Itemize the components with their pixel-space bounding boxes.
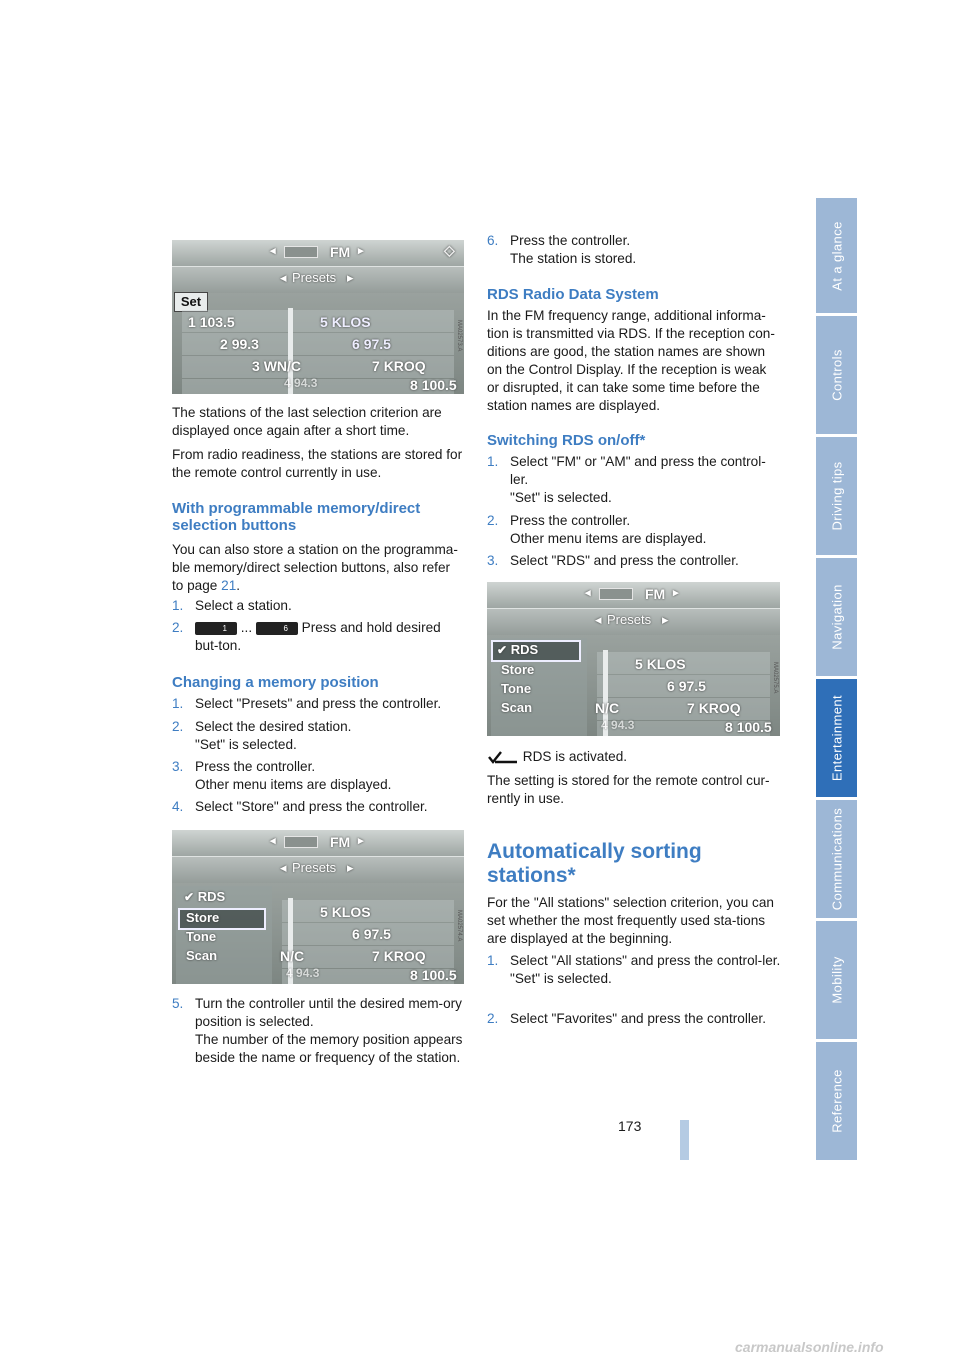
paragraph-auto-sorting: For the "All stations" selection criterion, you can set whether the most frequently used sta-tions are displayed at the beginning. <box>487 895 774 946</box>
prog-step-2: 2. 1 ... 6 Press and hold desired but-ton. <box>172 620 441 653</box>
paragraph-setting-stored: The setting is stored for the remote control cur-rently in use. <box>487 773 770 806</box>
heading-rds: RDS Radio Data System <box>487 286 659 303</box>
auto-step-2: 2. Select "Favorites" and press the controller. <box>487 1011 766 1026</box>
heading-auto-sorting: Automatically sorting stations* <box>487 840 702 887</box>
auto-step-1: 1. Select "All stations" and press the control-ler. "Set" is selected. <box>487 953 781 986</box>
band-label: FM <box>330 244 351 260</box>
tab-navigation[interactable]: Navigation <box>816 558 857 676</box>
radio-screen-rds-menu: ◂ FM ▸ ◂ Presets ▸ ✔ RDS Store Tone Scan 5 KLOS 6 97.5 N/C 7 KROQ 4 94.3 8 100.5 MA02575.A <box>487 582 780 736</box>
presets-label: Presets <box>292 270 337 285</box>
radio-screen-presets: ◂ FM ▸ ◇ ◂ Presets ▸ Set 1 103.5 5 KLOS 2 99.3 6 97.5 3 WN/C 7 KROQ 4 94.3 8 100.5 MA02573.A <box>172 240 464 394</box>
tab-entertainment[interactable]: Entertainment <box>816 679 857 797</box>
change-step-4: 4. Select "Store" and press the controller. <box>172 799 428 814</box>
switch-step-1: 1. Select "FM" or "AM" and press the control-ler. "Set" is selected. <box>487 454 766 505</box>
change-step-6: 6. Press the controller. The station is stored. <box>487 233 637 266</box>
paragraph-rds: In the FM frequency range, additional informa-tion is transmitted via RDS. If the reception con-ditions are good, the station names are shown on the Control Display. If the reception is weak or disrupted, it can take some time before the station names are displayed. <box>487 308 775 413</box>
paragraph-last-selection: The stations of the last selection criterion are displayed once again after a short time. <box>172 405 442 438</box>
footer-watermark: carmanualsonline.info <box>735 1339 884 1355</box>
memory-button-6-icon: 6 <box>256 622 298 635</box>
heading-programmable-buttons: With programmable memory/direct selection buttons <box>172 500 421 534</box>
rds-activated: RDS is activated. <box>487 748 781 766</box>
tab-communications[interactable]: Communications <box>816 800 857 918</box>
page-number: 173 <box>618 1118 642 1134</box>
change-step-5: 5. Turn the controller until the desired mem-ory position is selected. The number of the memory position appears beside the name or frequency of the station. <box>172 996 463 1065</box>
radio-screen-store-menu: ◂ FM ▸ ◂ Presets ▸ ✔ RDS Store Tone Scan 5 KLOS 6 97.5 N/C 7 KROQ 4 94.3 8 100.5 MA02574.A <box>172 830 464 984</box>
tab-reference[interactable]: Reference <box>816 1042 857 1160</box>
change-step-2: 2. Select the desired station. "Set" is selected. <box>172 719 352 752</box>
tab-controls[interactable]: Controls <box>816 316 857 434</box>
tab-mobility[interactable]: Mobility <box>816 921 857 1039</box>
prog-step-1: 1. Select a station. <box>172 598 292 613</box>
heading-changing-memory: Changing a memory position <box>172 674 379 691</box>
switch-step-2: 2. Press the controller. Other menu items are displayed. <box>487 513 707 546</box>
change-step-1: 1. Select "Presets" and press the controller. <box>172 696 442 711</box>
paragraph-radio-readiness: From radio readiness, the stations are stored for the remote control currently in use. <box>172 447 463 480</box>
switch-step-3: 3. Select "RDS" and press the controller. <box>487 553 739 568</box>
memory-button-1-icon: 1 <box>195 622 237 635</box>
set-label: Set <box>174 292 208 312</box>
paragraph-programmable: You can also store a station on the programma-ble memory/direct selection buttons, also refer to page 21. <box>172 542 458 593</box>
page-link[interactable]: 21 <box>221 578 237 593</box>
change-step-3: 3. Press the controller. Other menu items are displayed. <box>172 759 392 792</box>
chapter-tabs <box>816 198 857 1163</box>
tab-driving-tips[interactable]: Driving tips <box>816 437 857 555</box>
tab-at-a-glance[interactable]: At a glance <box>816 198 857 313</box>
page-marker-bar <box>680 1120 689 1160</box>
checkmark-icon <box>487 750 519 764</box>
heading-switching-rds: Switching RDS on/off* <box>487 432 646 449</box>
